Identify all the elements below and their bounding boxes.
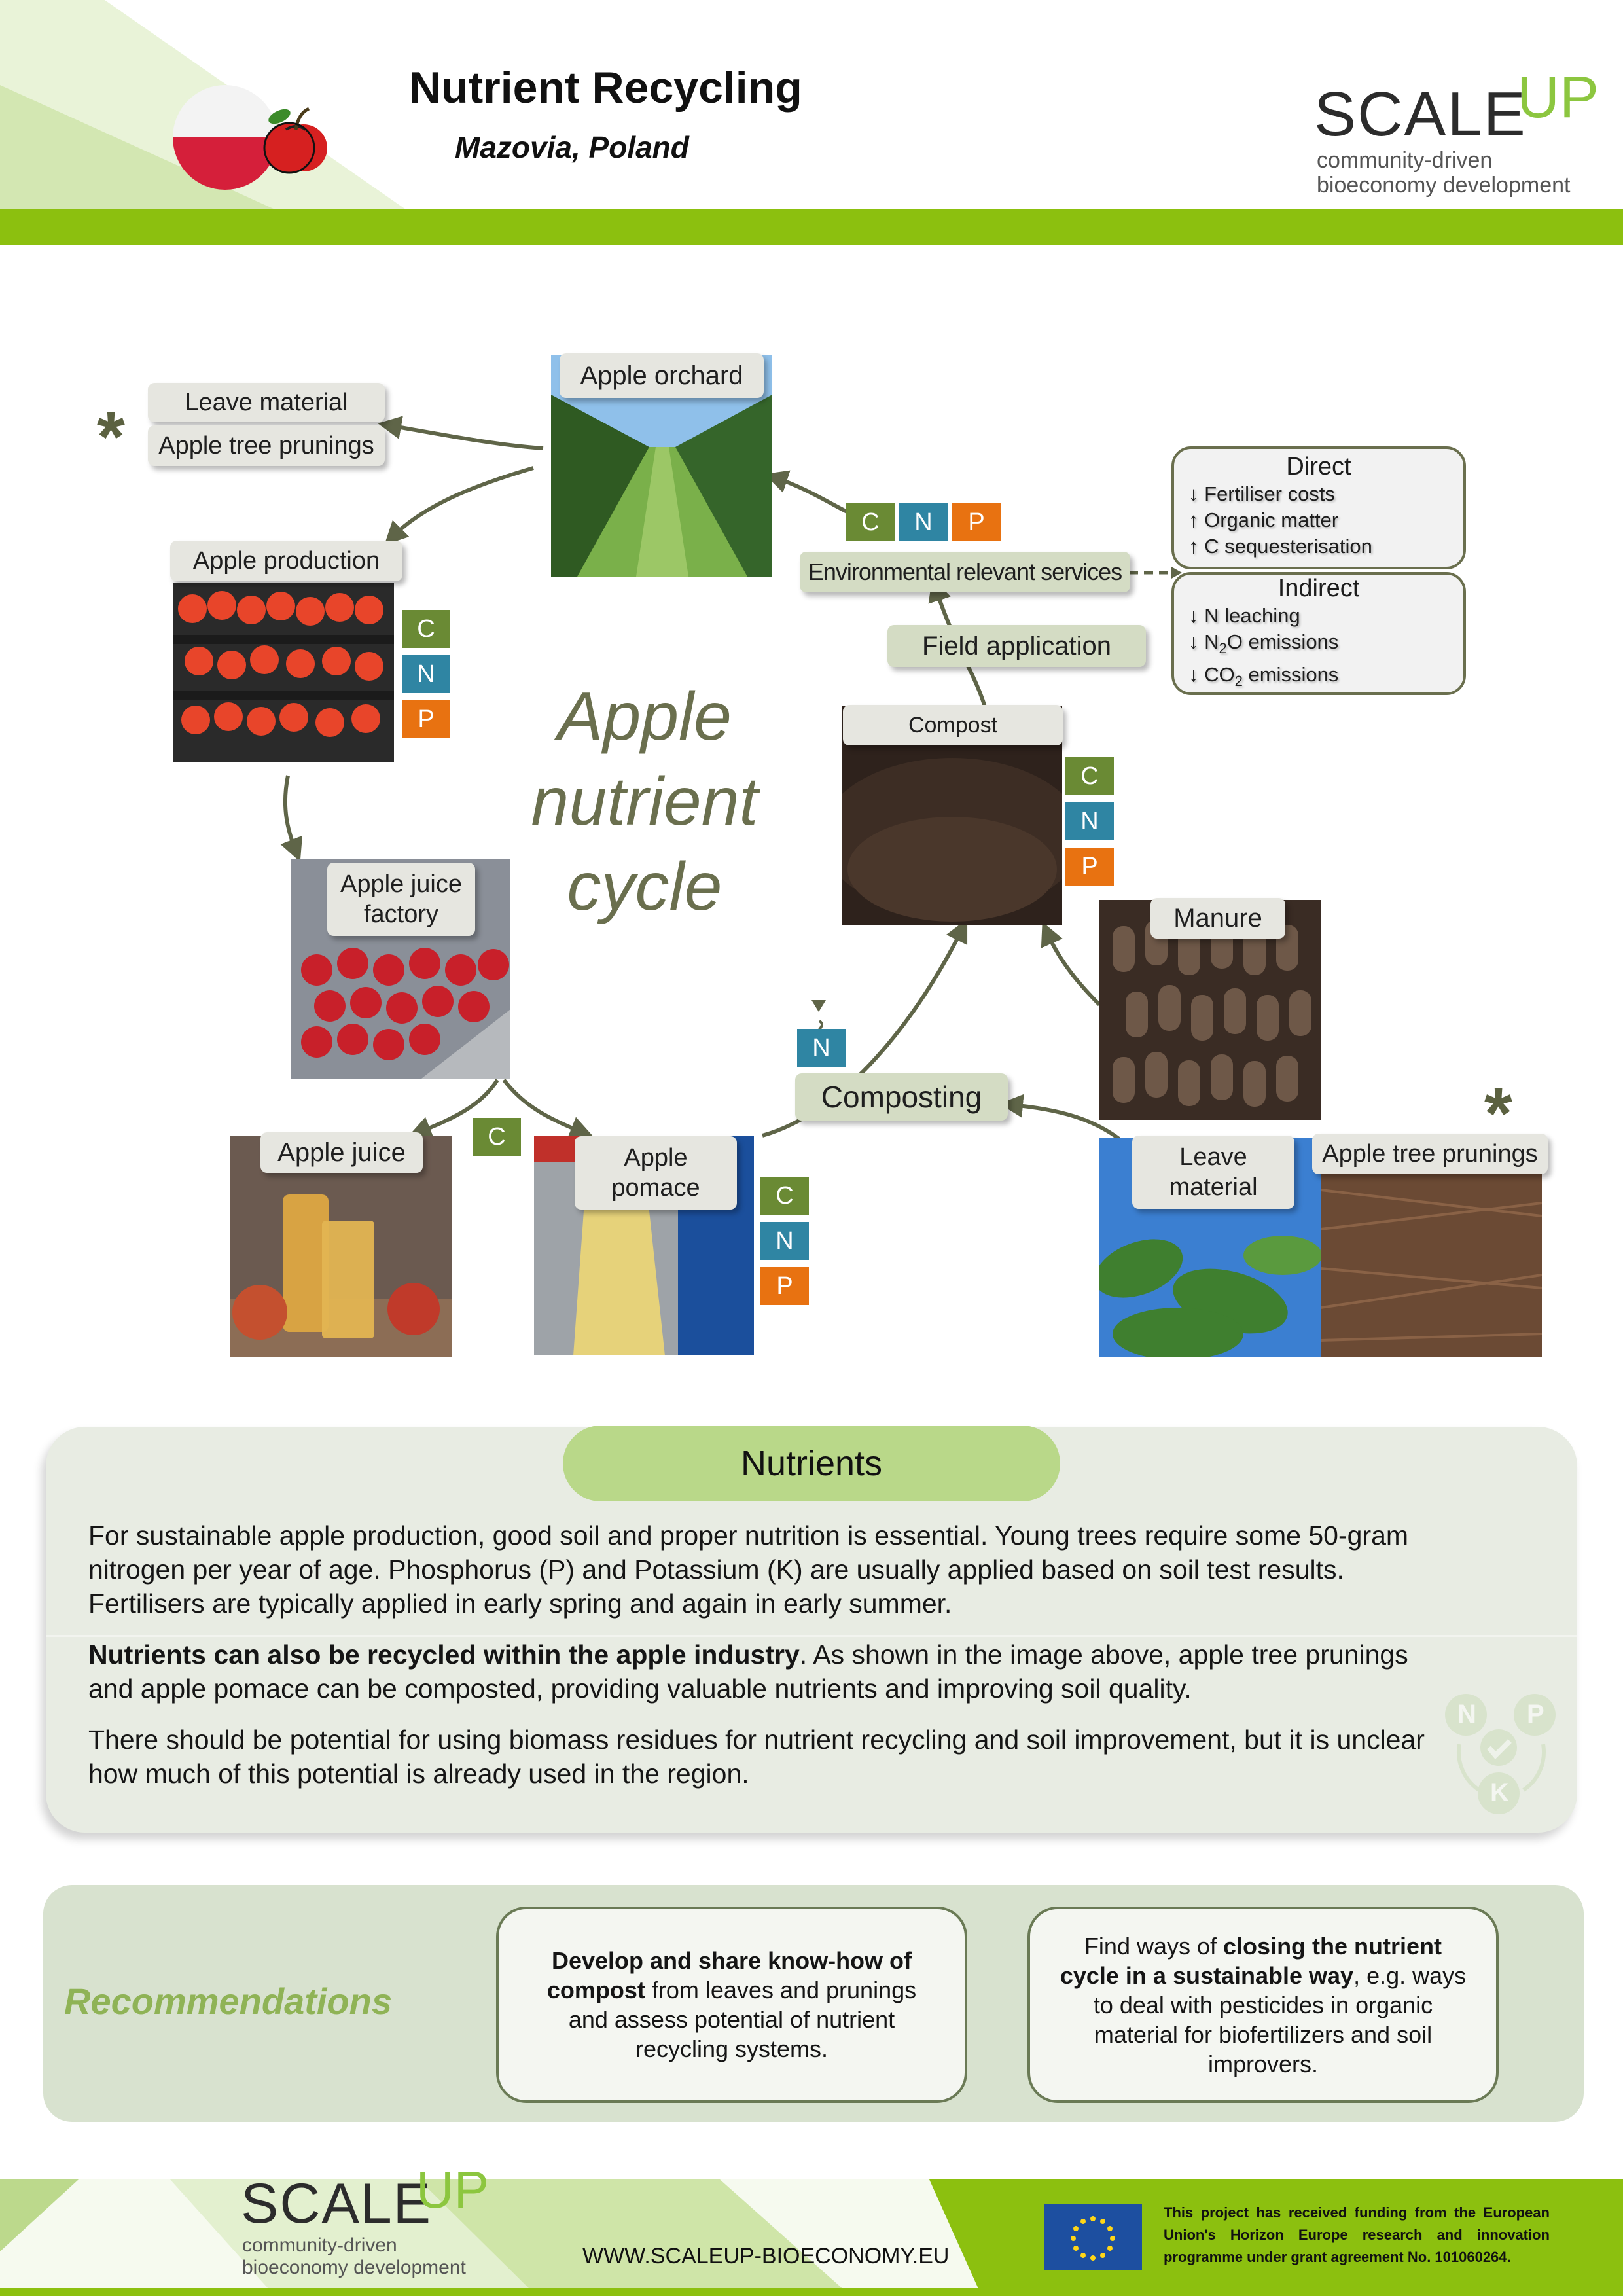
label-leave-material-line-1: Leave: [1179, 1143, 1247, 1171]
recommendation-1-rest: from leaves and prunings and assess potential of nutrient recycling systems.: [568, 1977, 917, 2062]
footer-logo-tagline-1: community-driven: [242, 2234, 397, 2256]
logo-up-text: UP: [1517, 65, 1599, 130]
badge-carbon-production: C: [402, 610, 450, 648]
nutrients-heading: Nutrients: [563, 1426, 1060, 1501]
label-composting: Composting: [795, 1073, 1008, 1121]
cycle-title-line-3: cycle: [567, 849, 722, 925]
footer-logo-tagline-2: bioeconomy development: [242, 2257, 466, 2278]
label-manure: Manure: [1150, 898, 1285, 939]
indirect-item-1: ↓ N leaching: [1188, 604, 1300, 627]
recommendation-2-rest: , e.g. ways to deal with pesticides in organic material for biofertilizers and soil improvers.: [1093, 1962, 1467, 2077]
label-apple-pomace-line-1: Apple: [624, 1144, 688, 1172]
recommendation-card-2: [1027, 1907, 1499, 2103]
logo-tagline-2: bioeconomy development: [1317, 173, 1571, 198]
footer-website-link[interactable]: WWW.SCALEUP-BIOECONOMY.EU: [582, 2244, 950, 2269]
cycle-title-line-1: Apple: [558, 679, 732, 755]
nutrients-paragraph-3: There should be potential for using biomass residues for nutrient recycling and soil improvement, but it is unclear how much of this potential is already used in the region.: [88, 1725, 1425, 1789]
badge-nitrogen-services: N: [899, 503, 948, 541]
badge-phosphorus-pomace: P: [760, 1267, 809, 1305]
recommendation-1-bold: Develop and share know-how of compost: [546, 1947, 912, 2003]
label-apple-production: Apple production: [170, 541, 402, 581]
label-apple-tree-prunings-top: Apple tree prunings: [148, 425, 385, 466]
nutrients-divider: [46, 1635, 1577, 1637]
npk-icon-n: N: [1457, 1700, 1476, 1729]
label-leave-material-top: Leave material: [148, 383, 385, 422]
badge-carbon-services: C: [846, 503, 895, 541]
badge-carbon-juice: C: [473, 1118, 521, 1156]
label-leave-material-line-2: material: [1169, 1174, 1258, 1201]
page-title: Nutrient Recycling: [409, 63, 802, 113]
badge-nitrogen-compost: N: [1065, 802, 1114, 840]
logo-tagline-1: community-driven: [1317, 148, 1493, 173]
badge-nitrogen-composting: N: [797, 1029, 846, 1067]
eu-flag-icon: [1044, 2204, 1142, 2270]
asterisk-marker-left: *: [97, 397, 125, 477]
indirect-item-3: ↓ $CO_2$ emissions: [1188, 663, 1339, 690]
badge-phosphorus-compost: P: [1065, 848, 1114, 886]
label-apple-juice-factory: [327, 863, 475, 936]
cycle-title-line-2: nutrient: [531, 764, 758, 840]
logo-scale-text: SCALE: [1314, 79, 1527, 149]
badge-phosphorus-production: P: [402, 700, 450, 738]
label-apple-tree-prunings-bottom: Apple tree prunings: [1312, 1134, 1548, 1174]
recommendation-2-pre: Find ways of: [1084, 1932, 1224, 1960]
recommendation-card-1: [496, 1907, 967, 2103]
apple-production-photo: [173, 583, 394, 762]
recommendation-2-bold: closing the nutrient cycle in a sustainable way: [1060, 1932, 1442, 1989]
nutrients-paragraph-2-rest: . As shown in the image above, apple tree prunings and apple pomace can be composted, providing valuable nutrients and improving soil quality.: [88, 1640, 1408, 1704]
recommendations-title: Recommendations: [64, 1981, 392, 2022]
nutrients-paragraph-2: [88, 1638, 1443, 1706]
label-apple-pomace-line-2: pomace: [611, 1174, 700, 1202]
direct-item-1: ↓ Fertiliser costs: [1188, 482, 1335, 505]
npk-icon-p: P: [1527, 1700, 1544, 1729]
indirect-item-2: ↓ $N_2O$ emissions: [1188, 630, 1339, 657]
label-apple-juice-factory-line-2: factory: [363, 901, 439, 928]
direct-item-2: ↑ Organic matter: [1188, 509, 1339, 531]
label-compost: Compost: [843, 705, 1063, 745]
poland-flag-icon: [171, 84, 329, 195]
label-apple-juice: Apple juice: [260, 1132, 423, 1173]
footer-logo-scale-text: SCALE: [241, 2172, 433, 2235]
direct-item-3: ↑ C sequesterisation: [1188, 535, 1372, 558]
label-environmental-services: Environmental relevant services: [800, 552, 1130, 592]
badge-nitrogen-production: N: [402, 655, 450, 693]
label-field-application: Field application: [887, 625, 1146, 667]
indirect-services-box: [1171, 572, 1466, 695]
label-apple-juice-factory-line-1: Apple juice: [340, 870, 462, 898]
label-leave-material-bottom: [1132, 1136, 1294, 1209]
direct-title: Direct: [1286, 453, 1351, 480]
footer-logo-up-text: UP: [416, 2161, 490, 2219]
nutrients-paragraph-2-bold: Nutrients can also be recycled within the apple industry: [88, 1640, 800, 1670]
badge-phosphorus-services: P: [952, 503, 1001, 541]
nutrients-paragraph-1: For sustainable apple production, good soil and proper nutrition is essential. Young trees require some 50-gram nitrogen per year of age. Phosphorus (P) and Potassium (K) are usually applied based on soil test results. Fertilisers are typically applied in early spring and again in early summer.: [88, 1520, 1409, 1619]
asterisk-marker-right: *: [1484, 1073, 1512, 1154]
label-apple-pomace: [575, 1136, 737, 1210]
badge-carbon-pomace: C: [760, 1177, 809, 1215]
badge-nitrogen-pomace: N: [760, 1222, 809, 1260]
page-subtitle: Mazovia, Poland: [455, 130, 689, 164]
scaleup-logo-header: [1314, 65, 1602, 203]
funding-statement: This project has received funding from the European Union's Horizon Europe research and innovation programme under grant agreement No. 101060264.: [1164, 2204, 1550, 2265]
badge-carbon-compost: C: [1065, 757, 1114, 795]
label-apple-orchard: Apple orchard: [560, 353, 764, 398]
npk-icon-k: K: [1490, 1778, 1509, 1807]
cycle-title: [484, 674, 805, 929]
npk-icon: [1440, 1692, 1564, 1816]
scaleup-logo-footer: [241, 2161, 529, 2289]
indirect-title: Indirect: [1277, 575, 1360, 602]
direct-services-box: [1171, 446, 1466, 569]
